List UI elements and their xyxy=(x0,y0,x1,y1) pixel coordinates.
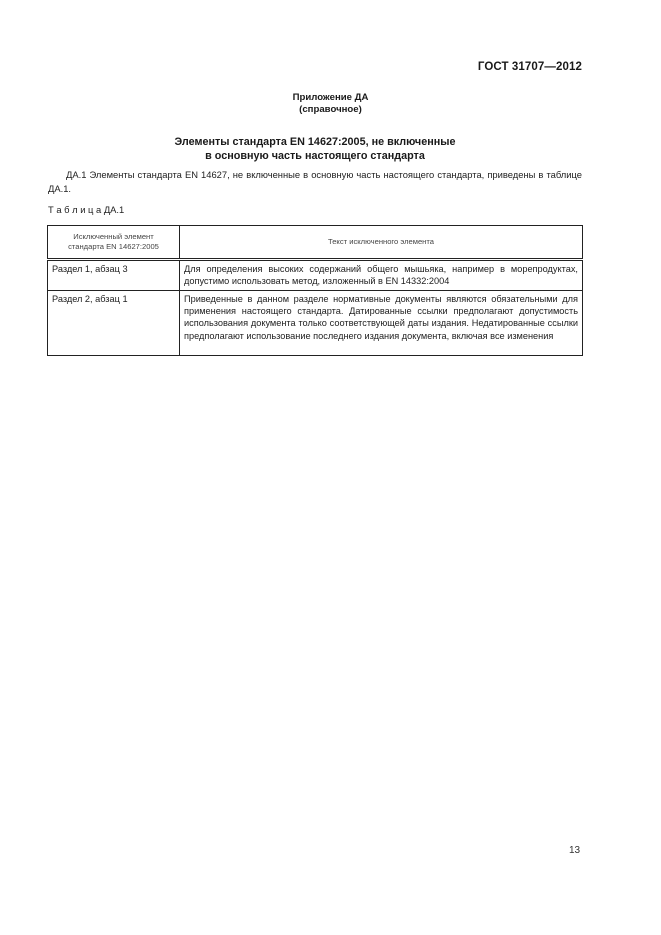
section-title xyxy=(0,135,630,163)
header-col1-line2: стандарта EN 14627:2005 xyxy=(68,242,159,251)
page-number: 13 xyxy=(569,845,581,856)
table-row xyxy=(48,291,583,356)
appendix-subtitle: (справочное) xyxy=(299,104,362,115)
table-row xyxy=(48,260,583,291)
header-excluded-text: Текст исключенного элемента xyxy=(180,226,583,260)
table-header-row xyxy=(48,226,583,260)
cell-text: Приведенные в данном разделе нормативные документы являются обязательными для применения настоящего стандарта. Датированные ссылки предполагают допустимость использования документа только соответствующей даты издания. Недатированные ссылки предполагают использование последнего издания документа, включая все изменения xyxy=(180,291,583,356)
table-label: Т а б л и ц а ДА.1 xyxy=(48,204,125,215)
header-excluded-element xyxy=(48,226,180,260)
appendix-title: Приложение ДА xyxy=(292,92,369,103)
cell-element: Раздел 1, абзац 3 xyxy=(48,260,180,291)
cell-text: Для определения высоких содержаний общего мышьяка, например в морепродуктах, допустимо использовать метод, изложенный в EN 14332:2004 xyxy=(180,260,583,291)
document-code: ГОСТ 31707—2012 xyxy=(477,61,582,73)
section-paragraph: ДА.1 Элементы стандарта EN 14627, не включенные в основную часть настоящего стандарта, приведены в таблице ДА.1. xyxy=(48,169,582,194)
section-title-line1: Элементы стандарта EN 14627:2005, не включенные xyxy=(174,136,456,148)
header-col1-line1: Исключенный элемент xyxy=(73,231,154,241)
excluded-elements-table xyxy=(47,225,583,356)
section-title-line2: в основную часть настоящего стандарта xyxy=(205,150,425,162)
cell-element: Раздел 2, абзац 1 xyxy=(48,291,180,356)
appendix-heading xyxy=(0,92,661,116)
